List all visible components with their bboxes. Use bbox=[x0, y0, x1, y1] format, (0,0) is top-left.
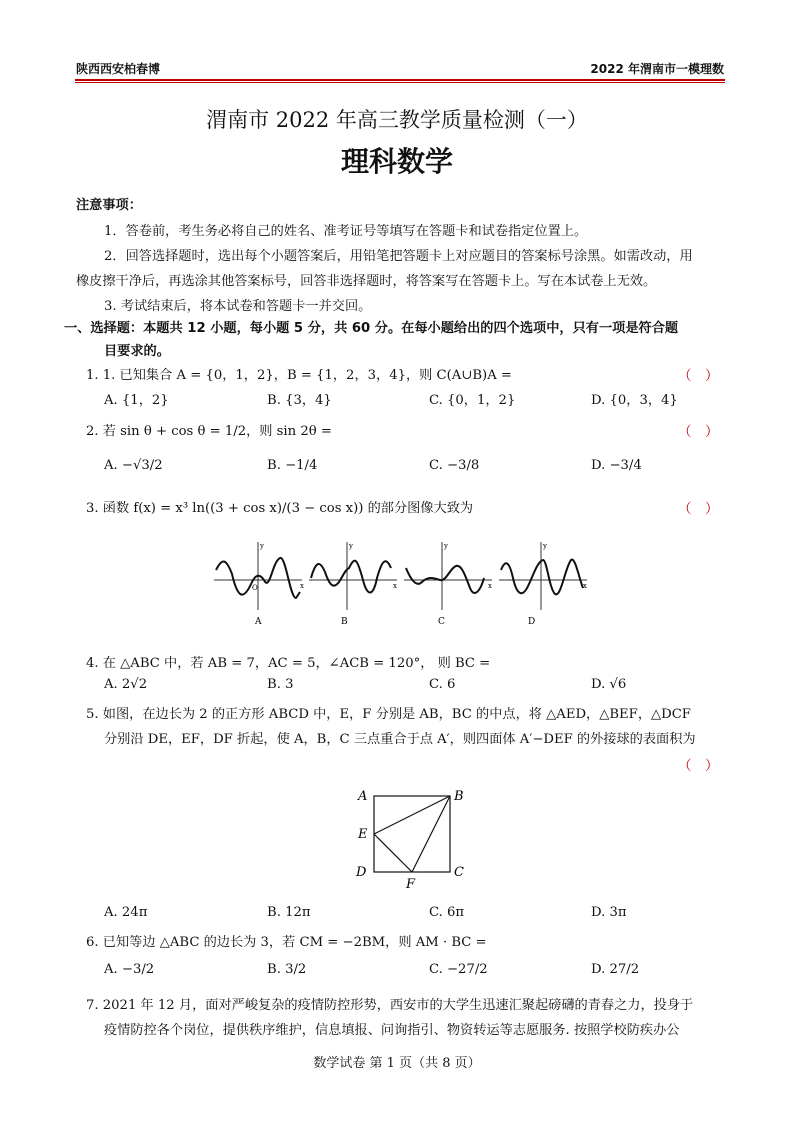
q3-stem: 3. 函数 f(x) = x³ ln((3 + cos x)/(3 − cos x)) 的部分图像大致为 bbox=[86, 501, 474, 516]
graph-c bbox=[404, 542, 492, 610]
segment-bf bbox=[412, 796, 450, 872]
graph-label-d: D bbox=[528, 617, 536, 627]
q2-stem: 2. 若 sin θ + cos θ = 1/2，则 sin 2θ = bbox=[86, 424, 332, 439]
graph-d-y-label: y bbox=[543, 542, 547, 550]
header-rule-thin bbox=[75, 82, 725, 83]
q2-option-d: D. −3/4 bbox=[591, 458, 642, 473]
q6-stem: 6. 已知等边 △ABC 的边长为 3，若 CM = −2BM，则 AM · BC = bbox=[86, 935, 487, 950]
graph-d-x-label: x bbox=[583, 582, 587, 590]
graph-b-x-label: x bbox=[393, 582, 397, 590]
q1-option-d: D. {0，3，4} bbox=[591, 393, 678, 408]
q4-stem: 4. 在 △ABC 中，若 AB = 7，AC = 5，∠ACB = 120°， 则 BC = bbox=[86, 656, 491, 671]
q2-option-b: B. −1/4 bbox=[267, 458, 318, 473]
label-e: E bbox=[358, 827, 368, 842]
q1-answer-bracket: （ ） bbox=[678, 368, 719, 384]
q7-stem-line1: 7. 2021 年 12 月，面对严峻复杂的疫情防控形势，西安市的大学生迅速汇聚起磅礴的青春之力，投身于 bbox=[86, 998, 694, 1013]
q5-option-b: B. 12π bbox=[267, 905, 311, 920]
graph-label-b: B bbox=[341, 617, 348, 627]
q2-option-a: A. −√3/2 bbox=[104, 458, 163, 473]
page-footer: 数学试卷 第 1 页（共 8 页） bbox=[313, 1056, 481, 1071]
q4-option-c: C. 6 bbox=[429, 677, 456, 692]
graph-a-y-label: y bbox=[260, 542, 264, 550]
q5-stem-line1: 5. 如图，在边长为 2 的正方形 ABCD 中，E，F 分别是 AB，BC 的中点，将 △AED，△BEF，△DCF bbox=[86, 707, 691, 722]
segment-eb bbox=[374, 796, 450, 834]
q6-option-a: A. −3/2 bbox=[104, 962, 155, 977]
header-rule bbox=[75, 79, 725, 81]
q4-option-a: A. 2√2 bbox=[104, 677, 148, 692]
exam-title: 渭南市 2022 年高三教学质量检测（一） bbox=[206, 108, 588, 132]
q7-stem-line2: 疫情防控各个岗位，提供秩序维护，信息填报、问询指引、物资转运等志愿服务. 按照学校防疾办公 bbox=[104, 1023, 680, 1038]
q1-option-b: B. {3，4} bbox=[267, 393, 332, 408]
notice-item-1: 1．答卷前，考生务必将自己的姓名、准考证号等填写在答题卡和试卷指定位置上。 bbox=[104, 224, 588, 239]
label-c: C bbox=[454, 865, 464, 880]
q6-option-c: C. −27/2 bbox=[429, 962, 488, 977]
segment-ef bbox=[374, 834, 412, 872]
q5-option-d: D. 3π bbox=[591, 905, 627, 920]
q1-option-a: A. {1，2} bbox=[104, 393, 169, 408]
graph-a-x-label: x bbox=[300, 582, 304, 590]
section-heading: 一、选择题：本题共 12 小题，每小题 5 分，共 60 分。在每小题给出的四个选项中，只有一项是符合题 bbox=[64, 321, 679, 336]
notice-item-2: 2．回答选择题时，选出每个小题答案后，用铅笔把答题卡上对应题目的答案标号涂黑。如需改动，用 bbox=[104, 249, 693, 264]
header-left: 陕西西安柏春博 bbox=[76, 62, 161, 76]
label-a: A bbox=[358, 789, 368, 804]
label-b: B bbox=[454, 789, 464, 804]
notice-item-3: 3. 考试结束后，将本试卷和答题卡一并交回。 bbox=[104, 299, 372, 314]
graph-b-y-label: y bbox=[349, 542, 353, 550]
q6-option-b: B. 3/2 bbox=[267, 962, 307, 977]
notice-item-2-cont: 橡皮擦干净后，再选涂其他答案标号，回答非选择题时，将答案写在答题卡上。写在本试卷上无效。 bbox=[76, 274, 657, 289]
graph-label-a: A bbox=[255, 617, 262, 627]
q5-option-c: C. 6π bbox=[429, 905, 465, 920]
subject-title: 理科数学 bbox=[340, 145, 453, 178]
q5-answer-bracket: （ ） bbox=[678, 758, 719, 774]
graph-c-x-label: x bbox=[488, 582, 492, 590]
graph-a bbox=[214, 542, 304, 610]
label-d: D bbox=[356, 865, 367, 880]
q1-option-c: C. {0，1，2} bbox=[429, 393, 516, 408]
q2-answer-bracket: （ ） bbox=[678, 424, 719, 440]
q5-square-figure bbox=[350, 784, 480, 894]
q4-option-d: D. √6 bbox=[591, 677, 627, 692]
header-right: 2022 年渭南市一模理数 bbox=[590, 62, 724, 76]
graph-b bbox=[309, 542, 397, 610]
section-heading-cont: 目要求的。 bbox=[104, 344, 170, 359]
square-abcd bbox=[374, 796, 450, 872]
q5-stem-line2: 分别沿 DE，EF，DF 折起，使 A，B，C 三点重合于点 A′，则四面体 A′−DEF 的外接球的表面积为 bbox=[104, 732, 696, 747]
graph-label-c: C bbox=[438, 617, 445, 627]
graph-a-origin-label: O bbox=[252, 584, 258, 592]
q3-answer-bracket: （ ） bbox=[678, 501, 719, 517]
q3-graph-panel bbox=[210, 538, 590, 630]
q1-stem: 1. 1. 已知集合 A = {0，1，2}，B = {1，2，3，4}，则 C(A∪B)A = bbox=[86, 368, 512, 383]
label-f: F bbox=[406, 877, 416, 892]
q6-option-d: D. 27/2 bbox=[591, 962, 640, 977]
q2-option-c: C. −3/8 bbox=[429, 458, 480, 473]
q4-option-b: B. 3 bbox=[267, 677, 294, 692]
graph-d bbox=[499, 542, 587, 610]
graph-c-y-label: y bbox=[444, 542, 448, 550]
notice-heading: 注意事项： bbox=[76, 198, 142, 213]
q5-option-a: A. 24π bbox=[104, 905, 148, 920]
